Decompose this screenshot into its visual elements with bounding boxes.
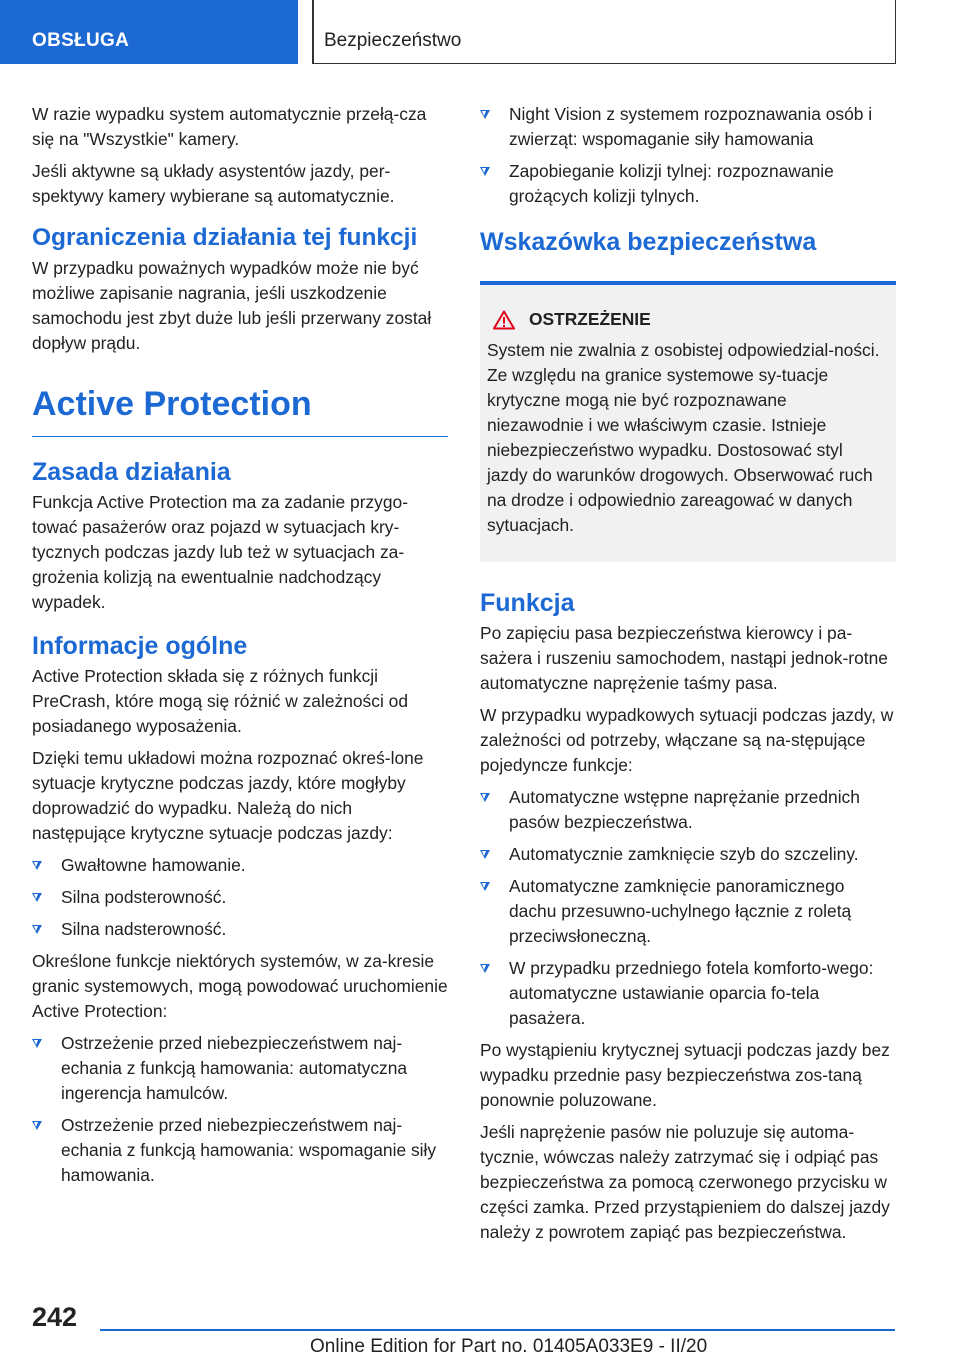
triangle-bullet-icon	[32, 1121, 42, 1130]
paragraph: W przypadku wypadkowych sytuacji podczas jazdy, w zależności od potrzeby, włączane są na-stępujące pojedyncze funkcje:	[480, 705, 894, 775]
list-item: Zapobieganie kolizji tylnej: rozpoznawanie grożących kolizji tylnych.	[480, 159, 896, 209]
paragraph: Funkcja Active Protection ma za zadanie przygo-tować pasażerów oraz pojazd w sytuacjach kry-tycznych podczas jazdy lub też w sytuacjach za-grożenia kolizją na ewentualnie nadchodzący wypadek.	[32, 492, 409, 612]
triangle-bullet-icon	[480, 110, 490, 119]
triangle-bullet-icon	[480, 850, 490, 859]
list-individual-functions	[480, 785, 896, 1031]
chapter-tab	[312, 0, 896, 64]
footer-divider	[100, 1329, 895, 1331]
triangle-bullet-icon	[32, 861, 42, 870]
heading-function: Funkcja	[480, 589, 575, 617]
triangle-bullet-icon	[480, 793, 490, 802]
list-item: Night Vision z systemem rozpoznawania osób i zwierząt: wspomaganie siły hamowania	[480, 102, 896, 152]
paragraph: W przypadku poważnych wypadków może nie być możliwe zapisanie nagrania, jeśli uszkodzenie samochodu jest zbyt duże lub jeśli przerwany został dopływ prądu.	[32, 258, 432, 353]
list-item: Automatycznie zamknięcie szyb do szczeliny.	[480, 842, 896, 867]
heading-principle: Zasada działania	[32, 458, 231, 486]
list-item: Gwałtowne hamowanie.	[32, 853, 448, 878]
paragraph: Dzięki temu układowi można rozpoznać okreś-lone sytuacje krytyczne podczas jazdy, które mogłyby doprowadzić do wypadku. Należą do nich następujące krytyczne sytuacje podczas jazdy:	[32, 748, 424, 843]
section-title: OBSŁUGA	[32, 30, 130, 51]
warning-label: OSTRZEŻENIE	[529, 309, 651, 329]
paragraph: Active Protection składa się z różnych funkcji PreCrash, które mogą się różnić w zależności od posiadanego wyposażenia.	[32, 666, 408, 736]
left-column	[32, 102, 448, 1195]
heading-active-protection: Active Protection	[32, 384, 448, 437]
list-item: Ostrzeżenie przed niebezpieczeństwem naj-echania z funkcją hamowania: wspomaganie siły hamowania.	[32, 1113, 448, 1188]
paragraph: Jeśli aktywne są układy asystentów jazdy, per-spektywy kamery wybierane są automatycznie.	[32, 161, 395, 206]
heading-safety-note: Wskazówka bezpieczeństwa	[480, 228, 817, 256]
paragraph: Określone funkcje niektórych systemów, w za-kresie granic systemowych, mogą powodować uruchomienie Active Protection:	[32, 951, 448, 1021]
triangle-bullet-icon	[32, 1039, 42, 1048]
section-tab	[0, 0, 298, 64]
triangle-bullet-icon	[480, 964, 490, 973]
list-system-functions	[32, 1031, 448, 1188]
chapter-title: Bezpieczeństwo	[324, 30, 462, 51]
list-critical-situations	[32, 853, 448, 942]
list-item: Silna nadsterowność.	[32, 917, 448, 942]
list-item: Silna podsterowność.	[32, 885, 448, 910]
warning-text: System nie zwalnia z osobistej odpowiedzial-ności. Ze względu na granice systemowe sy-tuacje krytyczne mogą nie być rozpoznawane niezawodnie i we właściwym czasie. Istnieje niebezpieczeństwo wypadku. Dostosować styl jazdy do warunków drogowych. Obserwować ruch na drodze i odpowiednio zareagować w danych sytuacjach.	[487, 340, 880, 535]
list-item: Ostrzeżenie przed niebezpieczeństwem naj-echania z funkcją hamowania: automatyczna ingerencja hamulców.	[32, 1031, 448, 1106]
heading-limits: Ograniczenia działania tej funkcji	[32, 224, 418, 251]
list-system-functions-cont	[480, 102, 896, 209]
list-item: Automatyczne wstępne naprężanie przednich pasów bezpieczeństwa.	[480, 785, 896, 835]
paragraph: Po zapięciu pasa bezpieczeństwa kierowcy i pa-sażera i ruszeniu samochodem, nastąpi jednok-rotne automatyczne naprężenie taśmy pasa.	[480, 623, 888, 693]
list-item: Automatyczne zamknięcie panoramicznego dachu przesuwno-uchylnego łącznie z roletą przeciwsłoneczną.	[480, 874, 896, 949]
warning-triangle-icon	[493, 310, 515, 330]
paragraph: W razie wypadku system automatycznie przełą-cza się na "Wszystkie" kamery.	[32, 104, 427, 149]
page-number: 242	[32, 1302, 78, 1332]
triangle-bullet-icon	[32, 893, 42, 902]
warning-box	[480, 281, 896, 562]
paragraph: Po wystąpieniu krytycznej sytuacji podczas jazdy bez wypadku przednie pasy bezpieczeństwa zos-taną ponownie poluzowane.	[480, 1040, 890, 1110]
triangle-bullet-icon	[480, 882, 490, 891]
warning-title	[487, 307, 888, 332]
paragraph: Jeśli naprężenie pasów nie poluzuje się automa-tycznie, wówczas należy zatrzymać się i odpiąć pas bezpieczeństwa za pomocą czerwonego przycisku w części zamka. Przed przystąpieniem do dalszej jazdy należy z powrotem zapiąć pas bezpieczeństwa.	[480, 1122, 890, 1242]
list-item: W przypadku przedniego fotela komforto-wego: automatyczne ustawianie oparcia fo-tela pasażera.	[480, 956, 896, 1031]
triangle-bullet-icon	[32, 925, 42, 934]
edition-note: Online Edition for Part no. 01405A033E9 - II/20	[310, 1336, 708, 1357]
triangle-bullet-icon	[480, 167, 490, 176]
right-column	[480, 102, 896, 1252]
heading-general: Informacje ogólne	[32, 632, 248, 660]
